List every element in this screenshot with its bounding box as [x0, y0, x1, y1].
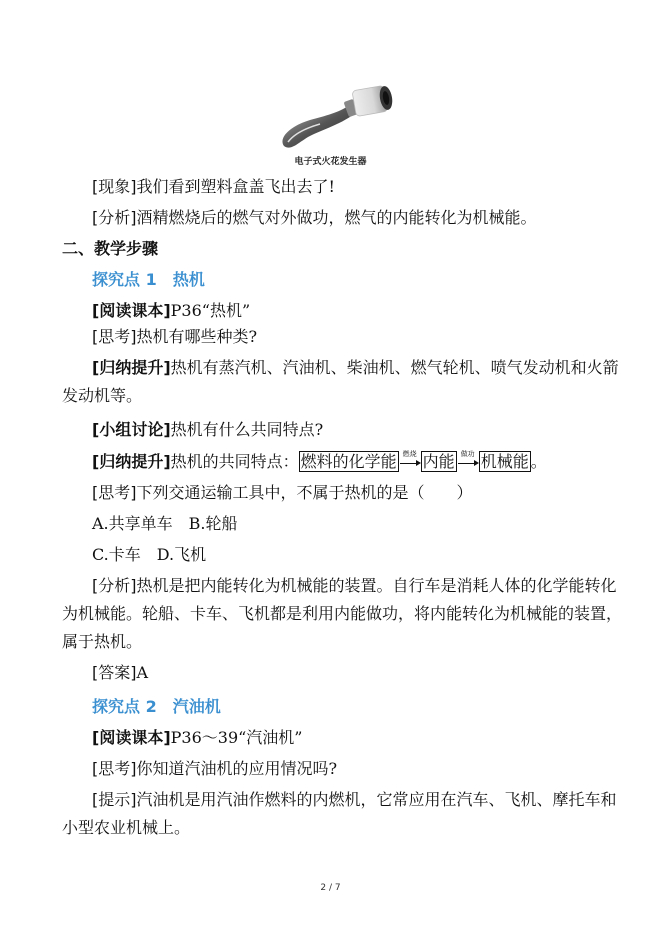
- answer-line: [答案]A: [92, 663, 149, 682]
- think-line: [思考]热机有哪些种类?: [92, 327, 258, 346]
- section-heading: 二、教学步骤: [62, 239, 159, 258]
- spark-generator-image: [270, 76, 400, 166]
- summary-line-cont: 发动机等。: [62, 386, 143, 405]
- analysis-line-2-cont: 为机械能。轮船、卡车、飞机都是利用内能做功，将内能转化为机械能的装置，: [62, 604, 623, 623]
- work-arrow: 做功: [457, 452, 479, 472]
- hint-line: [提示]汽油机是用汽油作燃料的内燃机，它常应用在汽车、飞机、摩托车和: [92, 790, 617, 809]
- inquiry-point-1-title: 探究点 1 热机: [92, 270, 205, 289]
- analysis-line-2: [分析]热机是把内能转化为机械能的装置。自行车是消耗人体的化学能转化: [92, 576, 617, 595]
- read-textbook-line: [阅读课本]P36“热机”: [92, 301, 251, 320]
- phenomenon-line: [现象]我们看到塑料盒盖飞出去了!: [92, 177, 335, 196]
- question-line: [思考]下列交通运输工具中，不属于热机的是（ ）: [92, 483, 473, 502]
- option-c-d: C.卡车 D.飞机: [92, 545, 207, 564]
- analysis-line-2-end: 属于热机。: [62, 632, 143, 651]
- summary-line: [归纳提升]热机有蒸汽机、汽油机、柴油机、燃气轮机、喷气发动机和火箭: [92, 358, 619, 377]
- chemical-energy-box: 燃料的化学能: [300, 452, 397, 471]
- analysis-line: [分析]酒精燃烧后的燃气对外做功，燃气的内能转化为机械能。: [92, 208, 537, 227]
- energy-flow-line: [归纳提升]热机的共同特点： 燃料的化学能 燃烧 内能 做功 机械能 。: [92, 450, 547, 471]
- think-line-2: [思考]你知道汽油机的应用情况吗?: [92, 759, 338, 778]
- internal-energy-box: 内能: [422, 452, 455, 471]
- inquiry-point-2-title: 探究点 2 汽油机: [92, 697, 221, 716]
- hint-line-cont: 小型农业机械上。: [62, 818, 191, 837]
- page-number: 2 / 7: [320, 883, 341, 893]
- combustion-arrow: 燃烧: [399, 452, 421, 472]
- group-discussion-line: [小组讨论]热机有什么共同特点?: [92, 420, 324, 439]
- read-textbook-line-2: [阅读课本]P36～39“汽油机”: [92, 728, 303, 747]
- option-a-b: A.共享单车 B.轮船: [92, 514, 238, 533]
- mechanical-energy-box: 机械能: [480, 452, 529, 471]
- figure-caption: 电子式火花发生器: [294, 157, 367, 167]
